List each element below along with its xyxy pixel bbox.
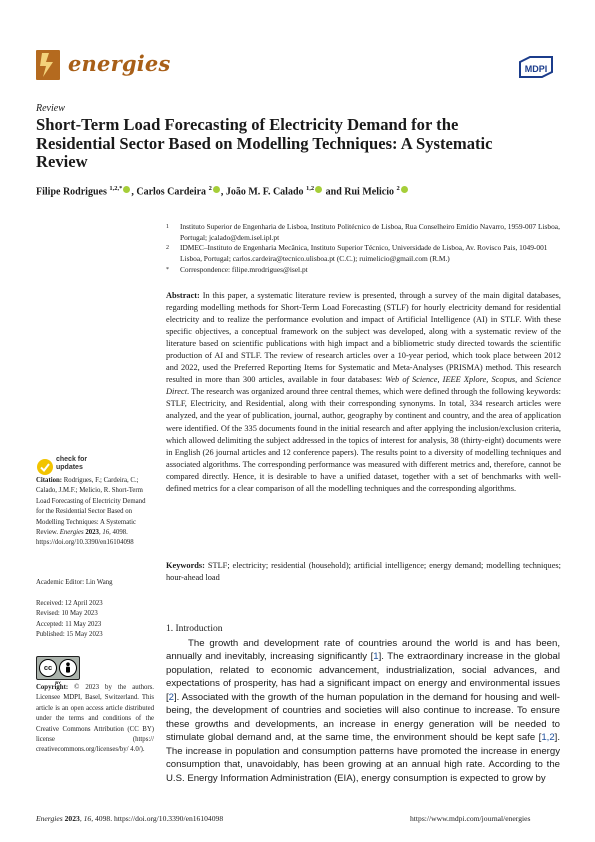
author-affiliation-marker: 1,2: [306, 185, 315, 192]
orcid-icon[interactable]: [315, 186, 322, 193]
author-separator: ,: [131, 186, 137, 198]
orcid-icon[interactable]: [213, 186, 220, 193]
abstract-label: Abstract:: [166, 291, 200, 300]
affiliation-number: *: [166, 267, 169, 273]
footer-journal-url[interactable]: https://www.mdpi.com/journal/energies: [410, 814, 531, 823]
introduction-paragraph: [166, 637, 560, 785]
footer-volume: , 16,: [79, 814, 94, 823]
cc-icon: cc: [39, 659, 57, 677]
abstract-text: In this paper, a systematic literature review is presented, through a survey of the main digital databases, regarding modelling methods for Short-Term Load Forecasting (STLF) for hourly electricity demand for residential electricity and to realize the performance evolution and impact of Artificial Intelligence (AI) in STLF. With these specific objectives, a conceptual framework on the subject was developed, along with a systematic review of the literature based on scientific publications with high impact and a bibliometric study directed towards the scientific production of AI and STLF. The review of research articles over a 10-year period, which took place between 2012 and 2022, used the Preferred Reporting Items for Systematic and Meta-Analyses (PRISMA) method. This research resulted in more than 300 articles, available in four databases:: [166, 291, 561, 385]
article-type: Review: [36, 103, 65, 114]
citation-year: 2023: [83, 529, 99, 537]
academic-editor: Academic Editor: Lin Wang: [36, 579, 113, 586]
intro-text: ]. Associated with the growth of the human population in the demand for housing and well-being, the development of countries and societies will also continue to increase. To ensure these growths and developments, an increase in energy generation will be needed to stimulate global demand and, at the same time, the environment should be kept safe [: [166, 691, 560, 744]
author-list: [36, 185, 409, 197]
journal-logo-icon: [36, 50, 60, 80]
affiliation-text: Instituto Superior de Engenharia de Lisboa, Instituto Politécnico de Lisboa, Rua Conselheiro Emídio Navarro, 1959-007 Lisboa, Portugal; jcalado@dem.isel.ipl.pt: [180, 222, 560, 242]
dates-block: [36, 599, 154, 641]
author-affiliation-marker: 1,2,*: [109, 185, 123, 192]
citation-link[interactable]: 2: [168, 691, 175, 703]
copyright-block: [36, 683, 154, 756]
mdpi-logo-icon[interactable]: [516, 56, 556, 78]
date-published: Published: 15 May 2023: [36, 631, 103, 639]
author-separator: ,: [220, 186, 226, 198]
author-name[interactable]: Rui Melicio: [344, 186, 394, 198]
copyright-label: Copyright:: [36, 684, 69, 691]
citation-volume: , 16,: [98, 529, 111, 537]
journal-name[interactable]: energies: [68, 51, 171, 76]
abstract-last-database: Science Direct: [166, 375, 561, 397]
citation-text: Rodrigues, F.; Cardeira, C.; Calado, J.M.F.; Melicio, R. Short-Term Load Forecasting of Electricity Demand for the Residential Sector Based on Modelling Techniques: A Systematic Review.: [36, 477, 146, 537]
intro-text: The growth and development rate of countries around the world is and has been, annually and inevitably, increasing significantly [: [166, 638, 560, 663]
abstract-text-continued: . The research was organized around three central themes, which were defined through the following keywords: STLF, Electricity, and Residential, along with their corresponding synonyms. In total, 334 research articles were analyzed, and the year of publication, journal, author, geography by continent and country, and the area of application were identified. Of the 335 documents found in the initial research and after applying the inclusion/exclusion criteria, which allowed delimiting the subject addressed in the topics of interest for analysis, 38 (thirty-eight) documents were in English (26 journal articles and 12 conference papers). The results point to a diversity of modelling techniques and associated algorithms. The corresponding performance was measured with different metrics and, therefore, cannot be compared directly. Hence, it is desirable to have a unified dataset, together with a set of benchmarks with well-defined metrics for a clear comparison of all the modelling techniques and the corresponding algorithms.: [166, 387, 561, 493]
author-separator: and: [323, 186, 345, 198]
citation-link[interactable]: 1,2: [541, 732, 555, 744]
author-name[interactable]: Carlos Cardeira: [136, 186, 207, 198]
keywords-label: Keywords:: [166, 561, 205, 570]
intro-text: ]. The extraordinary increase in the global population, related to economic advancement, industrialization, social advances, and expectations of prosperity, has had a significant impact on energy and environmental issues [: [166, 651, 560, 703]
footer-citation: [36, 814, 223, 823]
check-for-updates-icon: [36, 458, 54, 476]
author-name[interactable]: João M. F. Calado: [225, 186, 304, 198]
orcid-icon[interactable]: [401, 186, 408, 193]
author-affiliation-marker: 2: [208, 185, 212, 192]
abstract-databases: Web of Science, IEEE Xplore, Scopus: [385, 375, 516, 385]
section-heading: 1. Introduction: [166, 624, 223, 634]
footer-journal: Energies: [36, 814, 63, 823]
affiliation-number: 2: [166, 245, 169, 251]
attribution-person-icon: [59, 659, 77, 677]
abstract-conjunction: , and: [515, 375, 536, 385]
check-updates-line1: check for: [56, 456, 88, 463]
affiliation-number: 1: [166, 224, 169, 230]
check-for-updates-button[interactable]: [36, 456, 126, 476]
cc-by-license-icon[interactable]: [36, 656, 80, 685]
keywords-text: STLF; electricity; residential (household); artificial intelligence; energy demand; modelling techniques; hour-ahead load: [166, 561, 561, 583]
citation-label: Citation:: [36, 477, 63, 484]
orcid-icon[interactable]: [123, 186, 130, 193]
author-affiliation-marker: 2: [396, 185, 400, 192]
check-updates-line2: updates: [56, 464, 83, 471]
abstract: [166, 290, 561, 495]
intro-text: ]. The increase in population and consumption patterns have promoted the increase in energy consumption that, unavoidably, has been growing at an annual high rate. According to the U.S. Energy Information Administration (EIA), energy consumption is expected to grow by: [166, 732, 560, 784]
citation-journal: Energies: [59, 529, 84, 537]
correspondence-text: Correspondence: filipe.mrodrigues@isel.pt: [180, 265, 308, 274]
citation-link[interactable]: 1: [373, 651, 379, 663]
article-title: Short-Term Load Forecasting of Electricity Demand for the Residential Sector Based on Modelling Techniques: A Systematic Review: [36, 115, 493, 171]
copyright-text: © 2023 by the authors. Licensee MDPI, Basel, Switzerland. This article is an open access article distributed under the terms and conditions of the Creative Commons Attribution (CC BY) license (https:// creativecommons.org/licenses/by/ 4.0/).: [36, 684, 154, 754]
by-label: BY: [55, 680, 61, 685]
date-accepted: Accepted: 11 May 2023: [36, 620, 102, 628]
date-received: Received: 12 April 2023: [36, 600, 103, 607]
footer-doi[interactable]: 4098. https://doi.org/10.3390/en16104098: [93, 814, 224, 823]
date-revised: Revised: 10 May 2023: [36, 610, 98, 618]
keywords: [166, 560, 561, 584]
footer-year: 2023: [62, 814, 80, 823]
citation-doi[interactable]: 4098. https://doi.org/10.3390/en16104098: [36, 529, 134, 547]
affiliation-text: IDMEC–Instituto de Engenharia Mecânica, Instituto Superior Técnico, Universidade de Lisboa, Av. Rovisco Pais, 1049-001 Lisboa, Portugal; carlos.cardeira@tecnico.ulisboa.pt (C.C.); ruimelicio@gmail.com (R.M.): [180, 243, 548, 263]
citation-block: [36, 476, 154, 549]
author-name[interactable]: Filipe Rodrigues: [36, 186, 107, 198]
publisher-name: MDPI: [524, 64, 548, 74]
